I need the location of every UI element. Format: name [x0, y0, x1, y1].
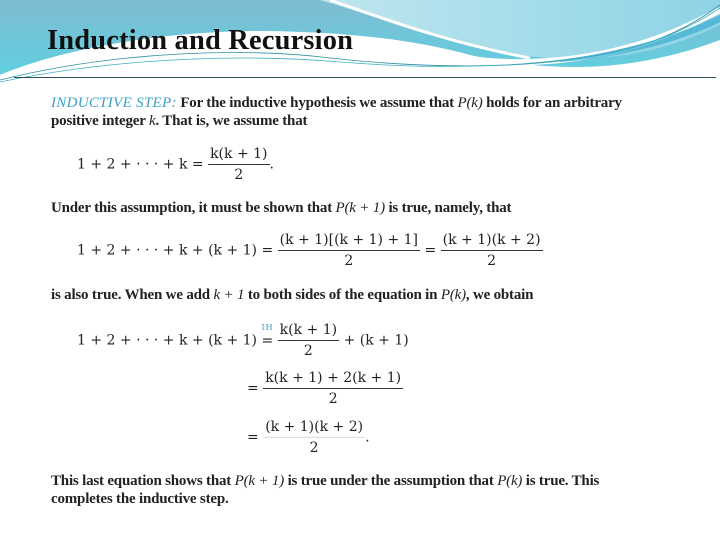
text: This last equation shows that: [51, 473, 232, 489]
eq-lhs: 1 + 2 + · · · + k + (k + 1): [77, 332, 258, 349]
math-var: k: [149, 113, 156, 129]
add-step-paragraph: [51, 286, 533, 304]
text: is also true. When we add: [51, 287, 210, 303]
text: completes the inductive step.: [51, 491, 229, 507]
equation-derivation-row-3: [247, 419, 370, 456]
text: holds for an arbitrary: [486, 95, 622, 111]
equals-sign: =: [247, 380, 259, 397]
numerator: (k + 1)(k + 2): [263, 419, 365, 438]
text: positive integer: [51, 113, 146, 129]
numerator: k(k + 1): [208, 146, 269, 165]
denominator: 2: [487, 253, 497, 269]
equation-goal: [77, 232, 543, 269]
eq-tail: .: [269, 156, 274, 173]
fraction: [263, 419, 365, 456]
eq-lhs: 1 + 2 + · · · + k + (k + 1) =: [77, 242, 274, 259]
title-divider: [14, 77, 716, 78]
assumption-paragraph: [51, 199, 511, 217]
denominator: 2: [328, 391, 338, 407]
ih-tag: IH: [261, 322, 274, 332]
inductive-step-paragraph: [51, 94, 622, 130]
text: is true under the assumption that: [287, 473, 494, 489]
eq-tail: + (k + 1): [343, 332, 409, 349]
inductive-step-label: INDUCTIVE STEP:: [51, 95, 177, 111]
equals-sign: =: [424, 242, 437, 259]
slide-title: Induction and Recursion: [47, 24, 354, 56]
text: . That is, we assume that: [155, 113, 308, 129]
math-var: P(k + 1): [335, 200, 385, 216]
math-var: P(k): [497, 473, 523, 489]
text: , we obtain: [465, 287, 534, 303]
fraction: [278, 232, 420, 269]
numerator: (k + 1)[(k + 1) + 1]: [278, 232, 420, 251]
fraction: [441, 232, 543, 269]
equals-sign: =: [261, 332, 274, 349]
equation-derivation-row-2: [247, 370, 403, 407]
slide-content: [46, 86, 651, 511]
equals-sign: =: [247, 429, 259, 446]
conclusion-paragraph: [51, 472, 599, 508]
text: is true, namely, that: [388, 200, 512, 216]
numerator: k(k + 1): [278, 322, 339, 341]
text: to both sides of the equation in: [247, 287, 438, 303]
fraction: [278, 322, 339, 359]
ih-equals: [261, 322, 274, 349]
denominator: 2: [303, 343, 313, 359]
equation-hypothesis: [77, 146, 274, 183]
text: Under this assumption, it must be shown that: [51, 200, 332, 216]
text: is true. This: [525, 473, 600, 489]
math-var: P(k): [440, 287, 466, 303]
eq-lhs: 1 + 2 + · · · + k =: [77, 156, 204, 173]
numerator: k(k + 1) + 2(k + 1): [263, 370, 403, 389]
numerator: (k + 1)(k + 2): [441, 232, 543, 251]
text: For the inductive hypothesis we assume that: [180, 95, 454, 111]
denominator: 2: [234, 167, 244, 183]
eq-tail: .: [365, 429, 370, 446]
denominator: 2: [344, 253, 354, 269]
fraction: [263, 370, 403, 407]
math-var: P(k): [457, 95, 483, 111]
denominator: 2: [309, 440, 319, 456]
fraction: [208, 146, 269, 183]
math-var: P(k + 1): [234, 473, 284, 489]
math-var: k + 1: [213, 287, 245, 303]
equation-derivation-row-1: [77, 322, 409, 359]
